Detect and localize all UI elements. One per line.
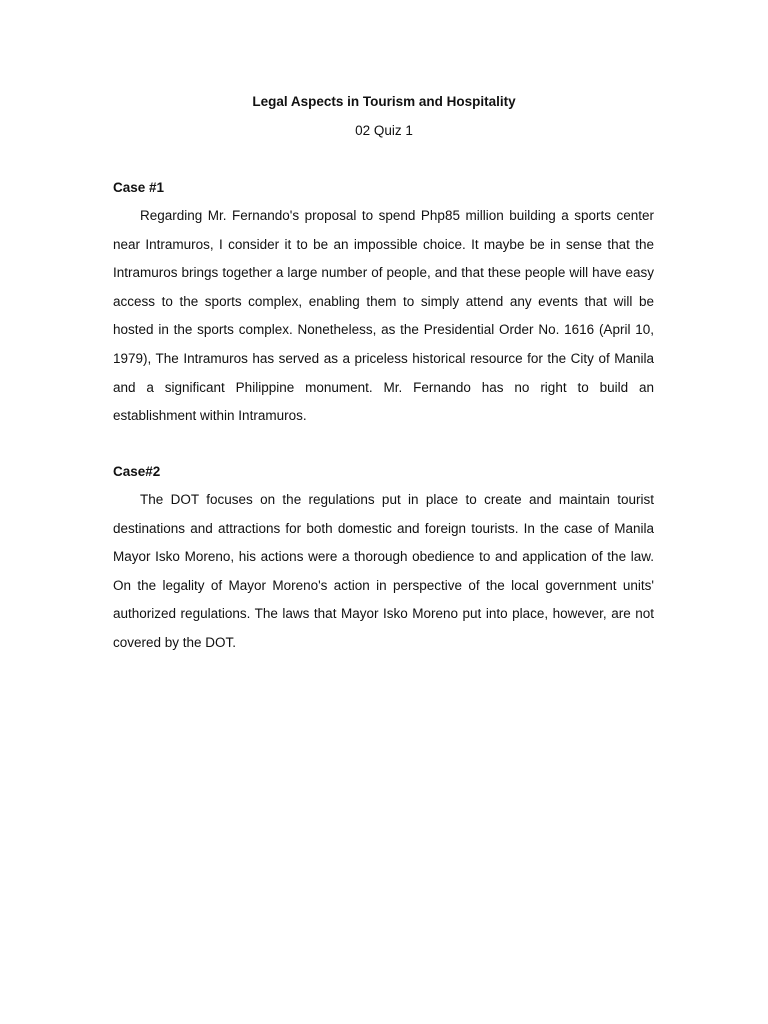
document-title: Legal Aspects in Tourism and Hospitality	[252, 94, 516, 109]
case-2-heading: Case#2	[113, 464, 161, 479]
document-subtitle: 02 Quiz 1	[355, 123, 413, 138]
case-1-heading: Case #1	[113, 180, 165, 195]
case-1-body: Regarding Mr. Fernando's proposal to spend Php85 million building a sports center near Intramuros, I consider it to be an impossible choice. It maybe be in sense that the Intramuros brings together a large number of people, and that these people will have easy access to the sports complex, enabling them to simply attend any events that will be hosted in the sports complex. Nonetheless, as the Presidential Order No. 1616 (April 10, 1979), The Intramuros has served as a priceless historical resource for the City of Manila and a significant Philippine monument. Mr. Fernando has no right to build an establishment within Intramuros.	[113, 208, 654, 424]
case-2-body: The DOT focuses on the regulations put in place to create and maintain tourist destinations and attractions for both domestic and foreign tourists. In the case of Manila Mayor Isko Moreno, his actions were a thorough obedience to and application of the law. On the legality of Mayor Moreno's action in perspective of the local government units' authorized regulations. The laws that Mayor Isko Moreno put into place, however, are not covered by the DOT.	[113, 492, 654, 650]
